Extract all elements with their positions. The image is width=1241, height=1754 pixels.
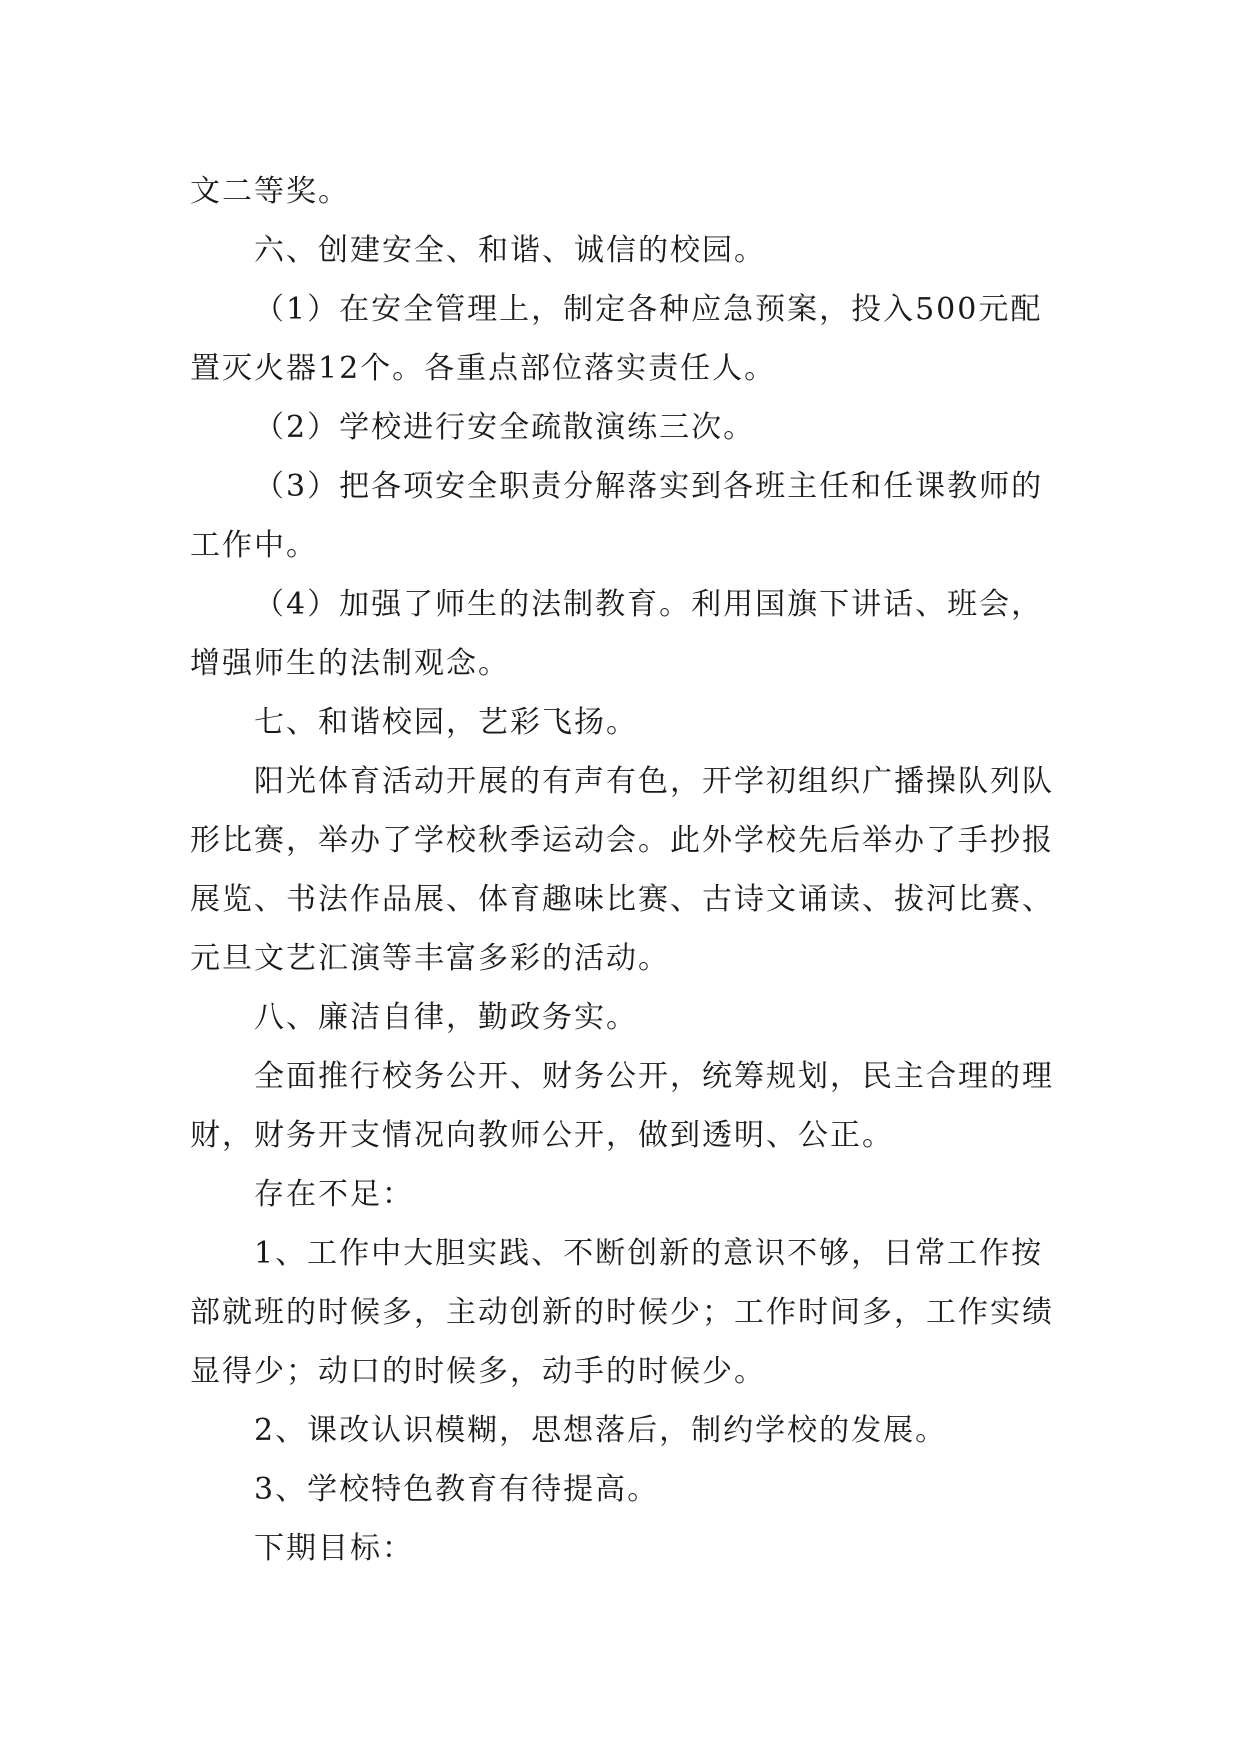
document-body bbox=[190, 162, 1060, 1578]
paragraph-sports-activities: 阳光体育活动开展的有声有色，开学初组织广播操队列队形比赛，举办了学校秋季运动会。此外学校先后举办了手抄报展览、书法作品展、体育趣味比赛、古诗文诵读、拔河比赛、元旦文艺汇演等丰富多彩的活动。 bbox=[190, 764, 1054, 976]
heading-next-goals: 下期目标： bbox=[254, 1531, 414, 1566]
shortcoming-item-3: 3、学校特色教育有待提高。 bbox=[254, 1472, 660, 1507]
heading-shortcomings: 存在不足： bbox=[254, 1177, 414, 1212]
section-heading-seven: 七、和谐校园，艺彩飞扬。 bbox=[254, 705, 638, 740]
shortcoming-item-1: 1、工作中大胆实践、不断创新的意识不够，日常工作按部就班的时候多，主动创新的时候少；工作时间多，工作实绩显得少；动口的时候多，动手的时候少。 bbox=[190, 1236, 1054, 1389]
shortcoming-item-2: 2、课改认识模糊，思想落后，制约学校的发展。 bbox=[254, 1413, 948, 1448]
paragraph-continuation: 文二等奖。 bbox=[190, 174, 350, 209]
paragraph-financial-openness: 全面推行校务公开、财务公开，统筹规划，民主合理的理财，财务开支情况向教师公开，做到透明、公正。 bbox=[190, 1059, 1054, 1153]
list-item-3: （3）把各项安全职责分解落实到各班主任和任课教师的工作中。 bbox=[190, 469, 1044, 563]
list-item-4: （4）加强了师生的法制教育。利用国旗下讲话、班会，增强师生的法制观念。 bbox=[190, 587, 1044, 681]
section-heading-eight: 八、廉洁自律，勤政务实。 bbox=[254, 1000, 638, 1035]
list-item-1: （1）在安全管理上，制定各种应急预案，投入500元配置灭火器12个。各重点部位落实责任人。 bbox=[190, 292, 1043, 386]
list-item-2: （2）学校进行安全疏散演练三次。 bbox=[254, 410, 756, 445]
section-heading-six: 六、创建安全、和谐、诚信的校园。 bbox=[254, 233, 766, 268]
